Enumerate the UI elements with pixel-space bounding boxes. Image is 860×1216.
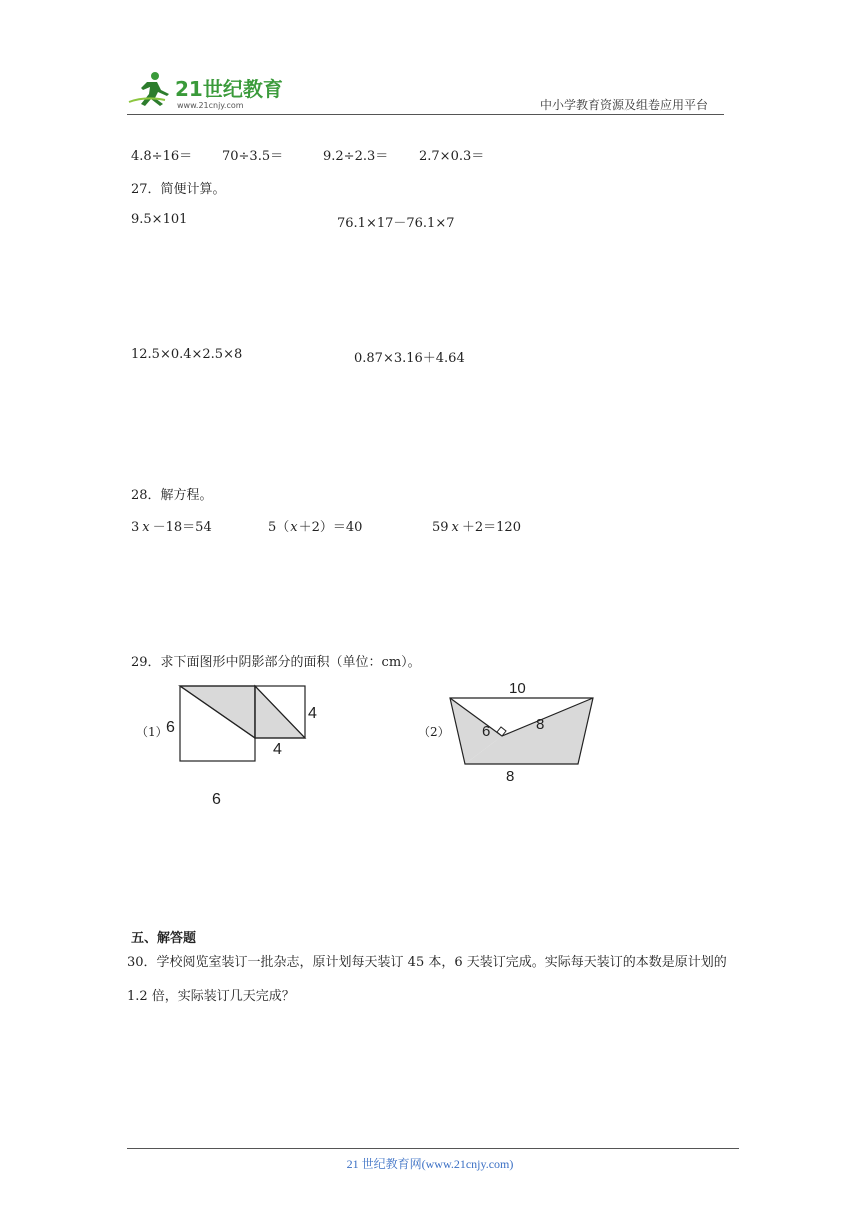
figure-2-label: （2）: [418, 725, 450, 739]
calc-item: 9.5×101: [131, 212, 188, 227]
figure-1: [130, 680, 340, 810]
footer-divider: [127, 1148, 739, 1149]
header-platform-text: 中小学教育资源及组卷应用平台: [540, 98, 709, 112]
label-top: 10: [509, 680, 526, 697]
figure-1-label: （1）: [136, 725, 168, 739]
question-title: 29．求下面图形中阴影部分的面积（单位：cm）。: [131, 655, 421, 670]
header-divider: [127, 114, 724, 115]
calc-item: 0.87×3.16＋4.64: [354, 351, 465, 366]
equation-2: 5（x＋2）＝40: [268, 520, 363, 535]
calc-item: 76.1×17－76.1×7: [337, 216, 455, 231]
section-title: 五、解答题: [131, 931, 197, 946]
site-logo: [125, 68, 290, 112]
footer-link[interactable]: 21 世纪教育网(www.21cnjy.com): [346, 1157, 514, 1171]
logo-text: 21世纪教育: [175, 77, 283, 101]
calc-item: 9.2÷2.3＝: [323, 149, 389, 164]
label-bottom: 6: [212, 791, 221, 808]
calc-item: 4.8÷16＝: [131, 149, 193, 164]
label-right-segment: 8: [536, 716, 545, 733]
calc-item: 70÷3.5＝: [222, 149, 284, 164]
equation-1: 3 x －18＝54: [131, 520, 212, 535]
label-mid: 4: [273, 741, 282, 758]
label-bottom: 8: [506, 768, 515, 785]
question-30-text: 30．学校阅览室装订一批杂志，原计划每天装订 45 本，6 天装订完成。实际每天装订的本数是原计划的 1.2 倍，实际装订几天完成？: [127, 955, 727, 1004]
logo-subtext: www.21cnjy.com: [177, 101, 244, 110]
label-left: 6: [166, 719, 175, 736]
calc-item: 12.5×0.4×2.5×8: [131, 347, 243, 362]
calc-item: 2.7×0.3＝: [419, 149, 485, 164]
figure-2: [410, 676, 610, 791]
label-right: 4: [308, 705, 317, 722]
label-left-segment: 6: [482, 723, 491, 740]
question-title: 27．简便计算。: [131, 182, 226, 197]
question-title: 28．解方程。: [131, 488, 213, 503]
equation-3: 59 x ＋2＝120: [432, 520, 521, 535]
